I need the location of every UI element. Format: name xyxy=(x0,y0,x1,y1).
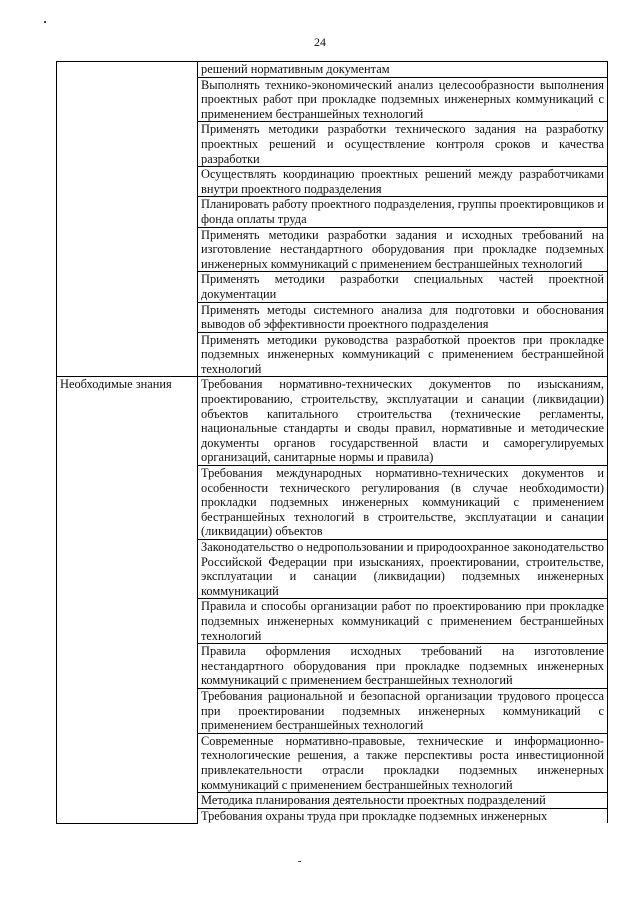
section-label-knowledge: Необходимые знания xyxy=(57,377,198,823)
scan-speck xyxy=(44,21,46,23)
table-row xyxy=(57,377,608,466)
scan-speck xyxy=(298,861,301,862)
skill-item: решений нормативным документам xyxy=(198,62,608,78)
competency-table xyxy=(56,61,608,824)
section-label-empty xyxy=(57,62,198,377)
knowledge-item: Современные нормативно-правовые, технические и информационно-технологические решения, а также перспективы роста инвестиционной привлекательности отрасли прокладки подземных инженерных коммуникаций с применением бестраншейных технологий xyxy=(198,733,608,792)
skill-item: Применять методики разработки технического задания на разработку проектных решений и осуществление контроля сроков и качества разработки xyxy=(198,122,608,167)
skill-item: Применять методы системного анализа для подготовки и обоснования выводов об эффективности проектного подразделения xyxy=(198,302,608,332)
skill-item: Применять методики разработки специальных частей проектной документации xyxy=(198,272,608,302)
knowledge-item: Требования международных нормативно-технических документов и особенности технического регулирования (в случае необходимости) прокладки подземных инженерных коммуникаций с применением бестраншейных технологий в строительстве, эксплуатации и санации (ликвидации) объектов xyxy=(198,466,608,540)
skill-item: Осуществлять координацию проектных решений между разработчиками внутри проектного подразделения xyxy=(198,167,608,197)
knowledge-item: Требования рациональной и безопасной организации трудового процесса при проектировании подземных инженерных коммуникаций с применением бестраншейных технологий xyxy=(198,688,608,733)
knowledge-item: Методика планирования деятельности проектных подразделений xyxy=(198,793,608,809)
table-row xyxy=(57,62,608,78)
knowledge-item: Требования нормативно-технических документов по изысканиям, проектированию, строительству, эксплуатации и санации (ликвидации) объектов капитального строительства (технические регламенты, национальные стандарты и своды правил, нормативные и методические документы органов государственной власти и саморегулируемых организаций, санитарные нормы и правила) xyxy=(198,377,608,466)
skill-item: Выполнять технико-экономический анализ целесообразности выполнения проектных работ при прокладке подземных инженерных коммуникаций с применением бестраншейных технологий xyxy=(198,77,608,122)
skill-item: Планировать работу проектного подразделения, группы проектировщиков и фонда оплаты труда xyxy=(198,197,608,227)
knowledge-item: Законодательство о недропользовании и природоохранное законодательство Российской Федерации при изысканиях, проектировании, строительстве, эксплуатации и санации (ликвидации) подземных инженерных коммуникаций xyxy=(198,540,608,599)
page-number: 24 xyxy=(314,35,326,49)
knowledge-item: Правила и способы организации работ по проектированию при прокладке подземных инженерных коммуникаций с применением бестраншейных технологий xyxy=(198,599,608,644)
knowledge-item: Правила оформления исходных требований на изготовление нестандартного оборудования при прокладке подземных инженерных коммуникаций с применением бестраншейных технологий xyxy=(198,644,608,689)
skill-item: Применять методики разработки задания и исходных требований на изготовление нестандартного оборудования при прокладке подземных инженерных коммуникаций с применением бестраншейных технологий xyxy=(198,227,608,272)
knowledge-item: Требования охраны труда при прокладке подземных инженерных xyxy=(198,808,608,823)
skill-item: Применять методики руководства разработкой проектов при прокладке подземных инженерных коммуникаций с применением бестраншейной технологий xyxy=(198,332,608,377)
